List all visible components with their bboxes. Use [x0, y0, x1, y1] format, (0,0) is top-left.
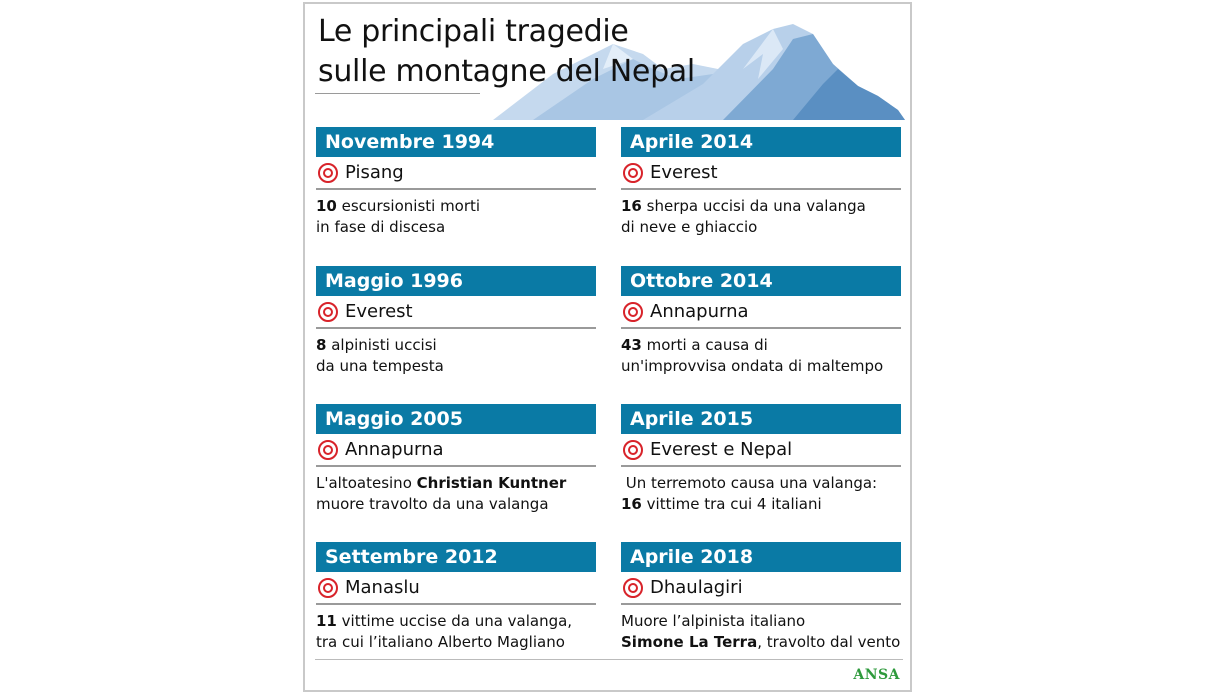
- event-card: [621, 266, 901, 377]
- target-marker-icon: [623, 302, 643, 322]
- event-location: [621, 572, 901, 605]
- event-person: Simone La Terra: [621, 633, 758, 651]
- event-description: [621, 605, 901, 653]
- event-card: [316, 127, 596, 238]
- event-text: da una tempesta: [316, 357, 444, 375]
- event-text: Muore l’alpinista italiano: [621, 612, 806, 630]
- ansa-logo: ANSA: [853, 667, 900, 683]
- title-line-2: sulle montagne del Nepal: [318, 54, 695, 89]
- event-text: escursionisti morti: [336, 197, 481, 215]
- event-date: Maggio 2005: [316, 404, 596, 434]
- target-marker-icon: [623, 440, 643, 460]
- event-person: Christian Kuntner: [416, 474, 567, 492]
- event-date: Maggio 1996: [316, 266, 596, 296]
- event-text: vittime tra cui 4 italiani: [641, 495, 822, 513]
- event-card: [621, 404, 901, 515]
- target-marker-icon: [623, 163, 643, 183]
- event-text: sherpa uccisi da una valanga: [641, 197, 866, 215]
- event-text: un'improvvisa ondata di maltempo: [621, 357, 884, 375]
- target-marker-icon: [318, 578, 338, 598]
- event-text: , travolto dal vento: [757, 633, 901, 651]
- event-text: tra cui l’italiano Alberto Magliano: [316, 633, 565, 651]
- page-title: [318, 12, 695, 92]
- event-location: [621, 157, 901, 190]
- event-count: 16: [621, 197, 642, 215]
- event-place: Manaslu: [345, 577, 420, 598]
- event-text: morti a causa di: [641, 336, 768, 354]
- event-location: [316, 296, 596, 329]
- event-location: [621, 296, 901, 329]
- event-place: Annapurna: [650, 301, 749, 322]
- event-text: L'altoatesino: [316, 474, 417, 492]
- event-description: [621, 190, 901, 238]
- event-date: Novembre 1994: [316, 127, 596, 157]
- event-count: 11: [316, 612, 337, 630]
- event-description: [316, 190, 596, 238]
- target-marker-icon: [623, 578, 643, 598]
- event-place: Everest: [345, 301, 413, 322]
- event-count: 10: [316, 197, 337, 215]
- target-marker-icon: [318, 302, 338, 322]
- event-text: alpinisti uccisi: [326, 336, 437, 354]
- event-description: [316, 605, 596, 653]
- event-location: [316, 572, 596, 605]
- event-count: 8: [316, 336, 327, 354]
- event-description: [621, 329, 901, 377]
- event-location: [316, 434, 596, 467]
- event-place: Everest e Nepal: [650, 439, 793, 460]
- event-count: 16: [621, 495, 642, 513]
- title-line-1: Le principali tragedie: [318, 14, 629, 49]
- event-place: Dhaulagiri: [650, 577, 743, 598]
- event-description: [621, 467, 901, 515]
- footer-divider: [315, 659, 903, 660]
- event-place: Everest: [650, 162, 718, 183]
- event-card: [621, 542, 901, 653]
- event-text: vittime uccise da una valanga,: [336, 612, 573, 630]
- event-card: [316, 266, 596, 377]
- event-text: di neve e ghiaccio: [621, 218, 758, 236]
- event-text: muore travolto da una valanga: [316, 495, 549, 513]
- event-location: [621, 434, 901, 467]
- event-card: [316, 404, 596, 515]
- event-text: in fase di discesa: [316, 218, 446, 236]
- event-place: Pisang: [345, 162, 404, 183]
- event-date: Settembre 2012: [316, 542, 596, 572]
- event-card: [316, 542, 596, 653]
- event-text: Un terremoto causa una valanga:: [621, 474, 878, 492]
- title-divider: [315, 93, 480, 94]
- event-date: Aprile 2014: [621, 127, 901, 157]
- target-marker-icon: [318, 163, 338, 183]
- event-description: [316, 467, 596, 515]
- event-date: Ottobre 2014: [621, 266, 901, 296]
- event-date: Aprile 2015: [621, 404, 901, 434]
- event-description: [316, 329, 596, 377]
- event-place: Annapurna: [345, 439, 444, 460]
- event-count: 43: [621, 336, 642, 354]
- event-card: [621, 127, 901, 238]
- event-date: Aprile 2018: [621, 542, 901, 572]
- infographic-frame: [303, 2, 912, 692]
- event-location: [316, 157, 596, 190]
- target-marker-icon: [318, 440, 338, 460]
